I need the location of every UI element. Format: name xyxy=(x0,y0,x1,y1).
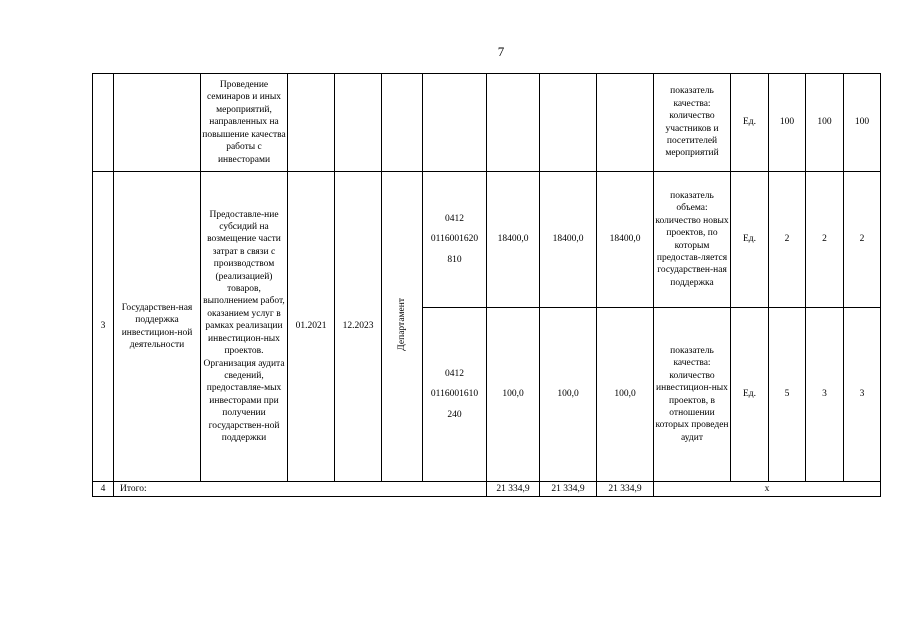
budget-code-part: 0412 xyxy=(445,213,464,224)
unit-cell: Ед. xyxy=(731,172,769,308)
funding-cell: 18400,0 xyxy=(540,172,597,308)
total-funding-cell: 21 334,9 xyxy=(540,482,597,497)
indicator-value-cell: 2 xyxy=(806,172,844,308)
total-label-cell: Итого: xyxy=(114,482,487,497)
executor-label: Департамент xyxy=(396,297,407,351)
total-row xyxy=(93,482,881,497)
funding-cell: 18400,0 xyxy=(487,172,540,308)
table-row xyxy=(93,74,881,172)
executor-cell xyxy=(382,74,423,172)
indicator-cell: показатель качества: количество инвестицион-ных проектов, в отношении которых проведен аудит xyxy=(654,308,731,482)
funding-cell: 100,0 xyxy=(487,308,540,482)
funding-cell: 100,0 xyxy=(597,308,654,482)
unit-cell: Ед. xyxy=(731,308,769,482)
unit-cell: Ед. xyxy=(731,74,769,172)
table-row xyxy=(93,172,881,308)
budget-code-cell xyxy=(423,74,487,172)
budget-code-cell xyxy=(423,172,487,308)
indicator-value-cell: 5 xyxy=(769,308,806,482)
indicator-value-cell: 100 xyxy=(769,74,806,172)
funding-cell: 100,0 xyxy=(540,308,597,482)
budget-code-part: 0116001610 xyxy=(430,389,479,400)
indicator-cell: показатель качества: количество участников и посетителей мероприятий xyxy=(654,74,731,172)
indicator-value-cell: 2 xyxy=(769,172,806,308)
indicator-value-cell: 2 xyxy=(844,172,881,308)
program-measures-table xyxy=(92,73,881,497)
task-name-cell xyxy=(114,74,201,172)
indicator-cell: показатель объема: количество новых проектов, по которым предостав-ляется государствен-ная поддержка xyxy=(654,172,731,308)
budget-code-part: 240 xyxy=(447,409,462,420)
funding-cell xyxy=(540,74,597,172)
row-number-cell: 4 xyxy=(93,482,114,497)
budget-code-part: 810 xyxy=(447,254,462,265)
start-date-cell: 01.2021 xyxy=(288,172,335,482)
measure-cell: Проведение семинаров и иных мероприятий, направленных на повышение качества работы с инвесторами xyxy=(201,74,288,172)
measure-cell: Предоставле-ние субсидий на возмещение части затрат в связи с производством (реализацией) товаров, выполнением работ, оказанием услуг в рамках реализации инвестицион-ных проектов. Организация аудита сведений, предоставляе-мых инвесторами при получении государствен-ной поддержки xyxy=(201,172,288,482)
indicator-value-cell: 100 xyxy=(844,74,881,172)
funding-cell xyxy=(597,74,654,172)
funding-cell: 18400,0 xyxy=(597,172,654,308)
indicator-value-cell: 3 xyxy=(806,308,844,482)
funding-cell xyxy=(487,74,540,172)
page-number: 7 xyxy=(497,44,505,59)
budget-code-part: 0412 xyxy=(445,368,464,379)
total-funding-cell: 21 334,9 xyxy=(597,482,654,497)
row-number-cell xyxy=(93,74,114,172)
start-date-cell xyxy=(288,74,335,172)
end-date-cell: 12.2023 xyxy=(335,172,382,482)
task-name-cell: Государствен-ная поддержка инвестицион-ной деятельности xyxy=(114,172,201,482)
budget-code-part: 0116001620 xyxy=(430,234,479,245)
end-date-cell xyxy=(335,74,382,172)
executor-cell xyxy=(382,172,423,482)
total-funding-cell: 21 334,9 xyxy=(487,482,540,497)
indicator-value-cell: 100 xyxy=(806,74,844,172)
budget-code-cell xyxy=(423,308,487,482)
indicator-value-cell: 3 xyxy=(844,308,881,482)
row-number-cell: 3 xyxy=(93,172,114,482)
total-mark-cell: х xyxy=(654,482,881,497)
